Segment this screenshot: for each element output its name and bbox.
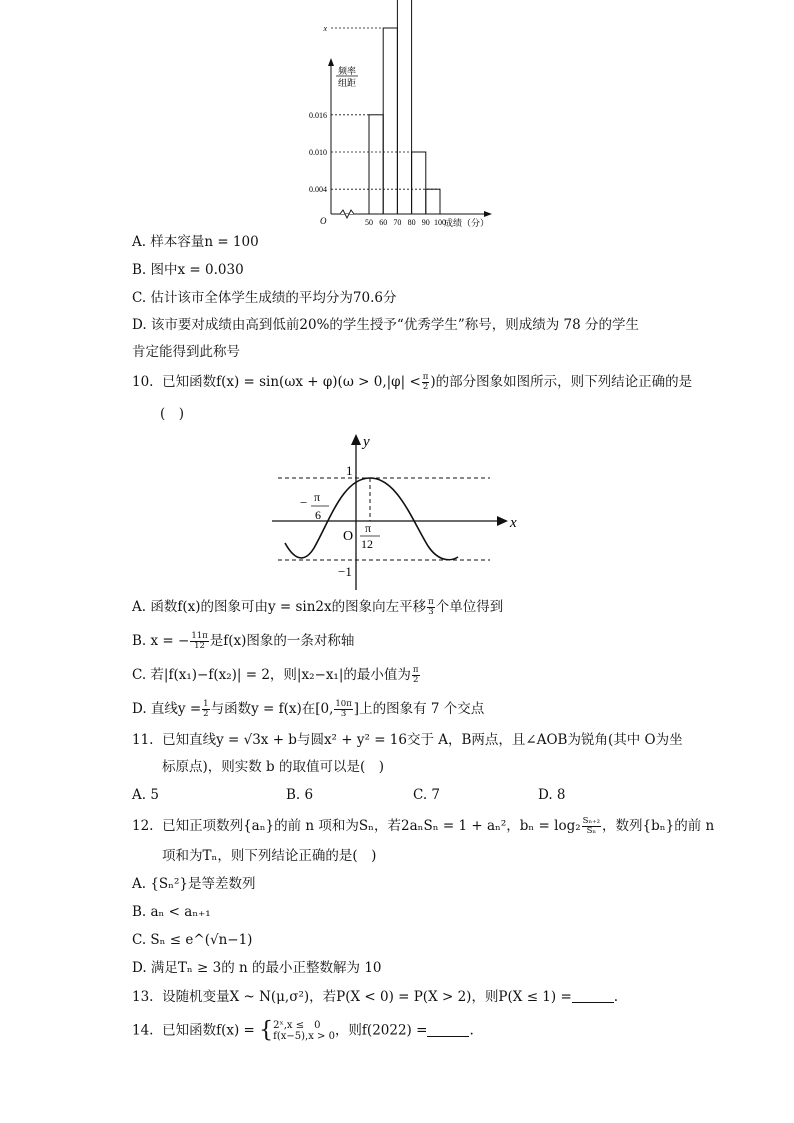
histogram-plot — [309, 0, 492, 227]
q11-option-b: B. 6 — [286, 787, 314, 803]
q12-option-b: B. aₙ < aₙ₊₁ — [132, 904, 211, 920]
q10-stem-frac: $\frac{\pi}{2}$ — [422, 372, 429, 392]
graph-right-den: 12 — [361, 537, 373, 551]
graph-one-label: 1 — [346, 463, 353, 478]
q12-option-d: D. 满足Tₙ ≥ 3的 n 的最小正整数解为 10 — [132, 960, 382, 976]
graph-left-den: 6 — [315, 508, 321, 522]
graph-right-num: π — [365, 521, 372, 535]
q9-option-a: A. 样本容量n = 100 — [132, 234, 259, 250]
histogram-origin: O — [320, 216, 327, 226]
hist-bar — [412, 152, 426, 214]
hist-x-tick: 100 — [434, 218, 446, 227]
graph-origin-label: O — [343, 529, 354, 544]
q10-option-d: D. 直线y = $\frac{1}{2}$ 与函数y = f(x)在[0, $\frac{10\pi}{3}$ ]上的图象有 7 个交点 — [132, 699, 485, 719]
graph-neg-one-label: −1 — [338, 564, 352, 579]
graph-x-label: x — [510, 515, 517, 531]
q9-option-c: C. 估计该市全体学生成绩的平均分为70.6分 — [132, 290, 397, 306]
hist-bar — [426, 189, 440, 214]
q9-option-d-line2: 肯定能得到此称号 — [132, 344, 240, 360]
q14-answer-blank[interactable] — [427, 1024, 469, 1037]
q10-stem-b: )的部分图象如图所示，则下列结论正确的是 — [430, 374, 693, 390]
q11-option-c: C. 7 — [413, 787, 441, 803]
q13-answer-blank[interactable] — [572, 990, 614, 1003]
hist-y-tick: 0.016 — [309, 110, 327, 120]
q11-option-a: A. 5 — [132, 787, 159, 803]
graph-left-num: π — [314, 490, 321, 504]
hist-bar — [383, 28, 397, 214]
graph-left-sign: − — [300, 495, 308, 510]
hist-bar — [369, 115, 383, 214]
q10-number: 10. — [132, 374, 154, 390]
hist-x-tick: 70 — [393, 218, 402, 227]
hist-x-tick: 50 — [365, 218, 373, 227]
hist-bar — [397, 0, 411, 214]
q10-stem-a: 已知函数f(x) = sin(ωx + φ)(ω > 0,|φ| < — [162, 374, 421, 390]
hist-y-tick: x — [323, 24, 327, 33]
q10-answer-paren: ( ) — [160, 406, 185, 422]
hist-y-tick: 0.010 — [309, 148, 327, 157]
hist-x-tick: 90 — [421, 218, 430, 227]
q12-option-c: C. Sₙ ≤ e^(√n−1) — [132, 932, 253, 948]
y-axis-label-top: 频率 — [338, 66, 357, 76]
q9-option-d-line1: D. 该市要对成绩由高到低前20%的学生授予“优秀学生”称号，则成绩为 78 分的学生 — [132, 317, 639, 333]
q10-option-b: B. x = − $\frac{11\pi}{12}$ 是f(x)图象的一条对称轴 — [132, 631, 355, 651]
axis-break — [340, 210, 354, 218]
hist-x-tick: 60 — [379, 218, 388, 227]
q13-stem: 13. 设随机变量X ~ N(μ,σ²)，若P(X < 0) = P(X > 2)，则P(X ≤ 1) = . — [132, 989, 619, 1005]
q11-option-d: D. 8 — [538, 787, 566, 803]
q9-option-b: B. 图中x = 0.030 — [132, 262, 244, 278]
q10-option-c: C. 若|f(x₁)−f(x₂)| = 2，则|x₂−x₁|的最小值为 $\frac{\pi}{2}$ — [132, 665, 419, 685]
histogram-figure — [0, 0, 794, 240]
y-axis-label-bottom: 组距 — [338, 78, 357, 88]
q10-stem — [132, 373, 692, 392]
q11-stem-line2: 标原点)，则实数 b 的取值可以是( ) — [162, 759, 385, 775]
q12-stem-line1: 12. 已知正项数列{aₙ}的前 n 项和为Sₙ，若2aₙSₙ = 1 + aₙ²，bₙ = log₂ $\frac{\text{Sₙ₊₂}}{\text{Sₙ}}$ ，数列{bₙ}的前 n — [132, 816, 715, 836]
q14-piecewise: 2ˣ,x ≤ 0 f(x−5),x > 0 — [273, 1020, 335, 1042]
sine-graph — [0, 428, 794, 598]
q11-stem-line1: 11. 已知直线y = √3x + b与圆x² + y² = 16交于 A，B两点，且∠AOB为锐角(其中 O为坐 — [132, 732, 683, 748]
hist-y-tick: 0.004 — [309, 185, 327, 195]
hist-x-tick: 80 — [407, 218, 416, 227]
q12-stem-line2: 项和为Tₙ，则下列结论正确的是( ) — [162, 848, 377, 864]
q14-stem: 14. 已知函数f(x) = { 2ˣ,x ≤ 0 f(x−5),x > 0 ，则f(2022) = . — [132, 1018, 474, 1043]
x-axis-label: 成绩（分） — [444, 218, 490, 228]
q10-option-a: A. 函数f(x)的图象可由y = sin2x的图象向左平移 $\frac{\pi}{3}$ 个单位得到 — [132, 597, 504, 617]
graph-y-label: y — [363, 434, 370, 450]
q12-option-a: A. {Sₙ²}是等差数列 — [132, 876, 256, 892]
